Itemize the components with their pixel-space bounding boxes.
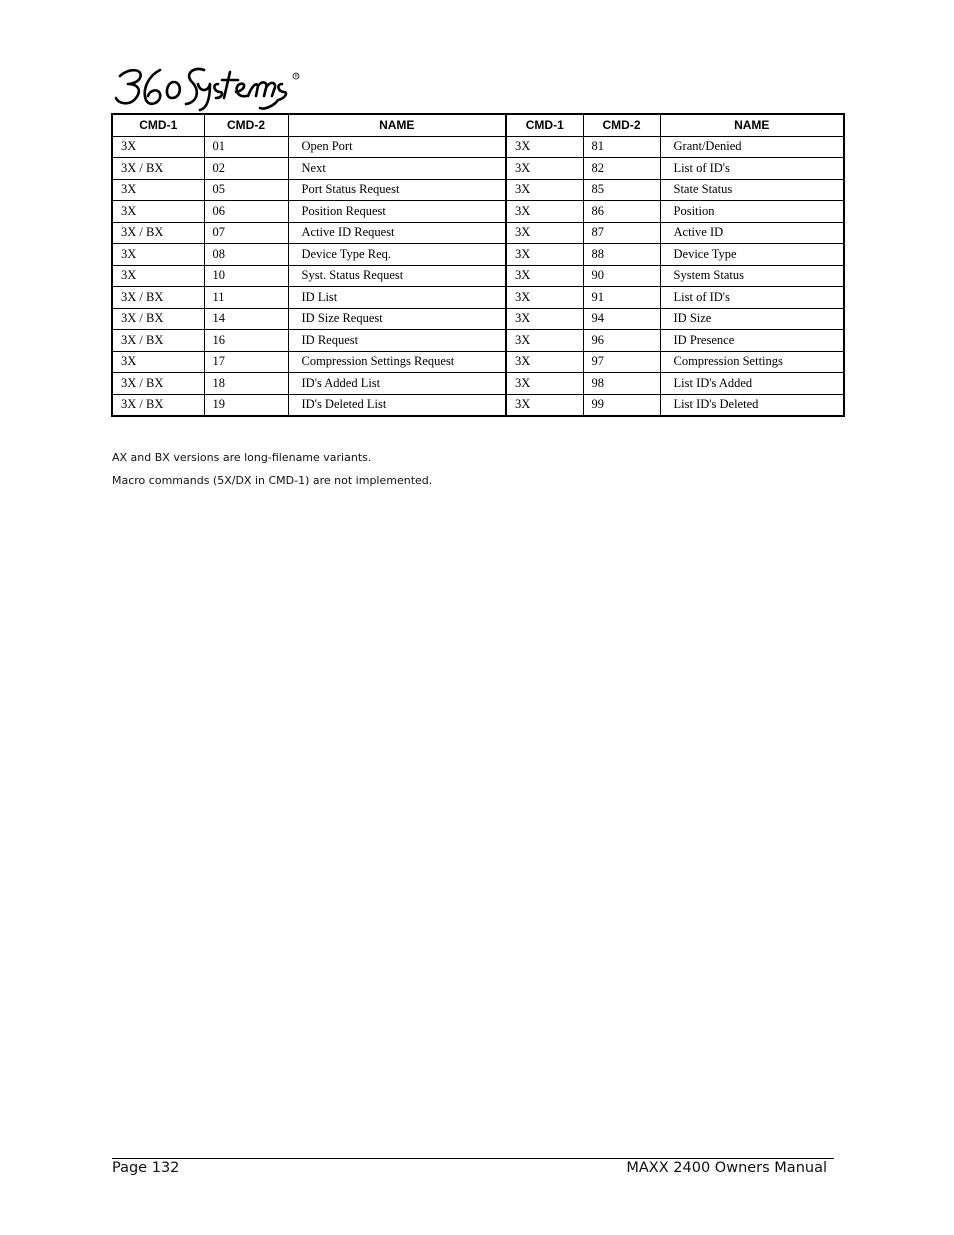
cell-cmd1-left: 3X / BX (112, 308, 204, 330)
cell-cmd1-left: 3X (112, 265, 204, 287)
cell-cmd1-right: 3X (506, 287, 583, 309)
table-header-row (112, 114, 844, 136)
cell-name-right: List of ID's (660, 158, 844, 180)
command-table (111, 113, 845, 417)
cell-cmd1-left: 3X / BX (112, 222, 204, 244)
cell-cmd2-left: 16 (204, 330, 288, 352)
note-long-filename: AX and BX versions are long-filename variants. (112, 451, 372, 464)
table-row (112, 394, 844, 416)
cell-cmd2-right: 86 (583, 201, 660, 223)
cell-cmd1-right: 3X (506, 373, 583, 395)
cell-name-right: Device Type (660, 244, 844, 266)
table-row (112, 308, 844, 330)
cell-name-left: ID Request (288, 330, 506, 352)
cell-name-right: ID Presence (660, 330, 844, 352)
cell-cmd2-right: 85 (583, 179, 660, 201)
header-name-right: NAME (660, 114, 844, 136)
cell-cmd2-left: 10 (204, 265, 288, 287)
cell-cmd2-right: 99 (583, 394, 660, 416)
cell-cmd1-left: 3X (112, 244, 204, 266)
cell-name-right: List ID's Deleted (660, 394, 844, 416)
table-row (112, 265, 844, 287)
table-body (112, 136, 844, 416)
table-row (112, 158, 844, 180)
table-row (112, 373, 844, 395)
manual-title: MAXX 2400 Owners Manual (626, 1160, 827, 1176)
cell-name-right: List of ID's (660, 287, 844, 309)
cell-cmd2-left: 02 (204, 158, 288, 180)
cell-name-left: Device Type Req. (288, 244, 506, 266)
cell-cmd1-right: 3X (506, 308, 583, 330)
cell-name-left: Syst. Status Request (288, 265, 506, 287)
cell-cmd1-left: 3X (112, 201, 204, 223)
cell-name-left: ID's Deleted List (288, 394, 506, 416)
cell-cmd1-right: 3X (506, 351, 583, 373)
cell-cmd2-left: 19 (204, 394, 288, 416)
cell-cmd2-left: 11 (204, 287, 288, 309)
cell-name-left: ID Size Request (288, 308, 506, 330)
cell-cmd1-left: 3X (112, 179, 204, 201)
header-cmd2-right: CMD-2 (583, 114, 660, 136)
cell-name-left: Next (288, 158, 506, 180)
cell-cmd2-right: 94 (583, 308, 660, 330)
footer-divider (112, 1158, 834, 1159)
table-row (112, 351, 844, 373)
cell-cmd1-left: 3X (112, 351, 204, 373)
page-number: Page 132 (112, 1160, 180, 1176)
cell-name-right: System Status (660, 265, 844, 287)
cell-cmd1-right: 3X (506, 330, 583, 352)
cell-cmd2-right: 97 (583, 351, 660, 373)
cell-cmd1-left: 3X / BX (112, 158, 204, 180)
cell-cmd2-left: 14 (204, 308, 288, 330)
cell-cmd1-right: 3X (506, 265, 583, 287)
cell-name-left: Open Port (288, 136, 506, 158)
cell-cmd2-right: 87 (583, 222, 660, 244)
cell-cmd2-left: 07 (204, 222, 288, 244)
cell-name-right: State Status (660, 179, 844, 201)
cell-cmd2-left: 01 (204, 136, 288, 158)
cell-name-left: ID List (288, 287, 506, 309)
table-row (112, 244, 844, 266)
cell-cmd2-right: 82 (583, 158, 660, 180)
cell-name-left: Port Status Request (288, 179, 506, 201)
cell-name-left: ID's Added List (288, 373, 506, 395)
logo-mark (112, 62, 312, 112)
cell-name-right: Position (660, 201, 844, 223)
header-cmd1-left: CMD-1 (112, 114, 204, 136)
cell-cmd2-right: 91 (583, 287, 660, 309)
cell-name-right: ID Size (660, 308, 844, 330)
cell-cmd2-right: 90 (583, 265, 660, 287)
cell-cmd2-right: 81 (583, 136, 660, 158)
cell-cmd2-left: 05 (204, 179, 288, 201)
table-row (112, 136, 844, 158)
table-row (112, 201, 844, 223)
header-name-left: NAME (288, 114, 506, 136)
header-cmd2-left: CMD-2 (204, 114, 288, 136)
cell-name-left: Compression Settings Request (288, 351, 506, 373)
cell-cmd2-left: 06 (204, 201, 288, 223)
cell-cmd2-left: 08 (204, 244, 288, 266)
cell-cmd1-right: 3X (506, 244, 583, 266)
cell-cmd1-right: 3X (506, 394, 583, 416)
cell-name-right: List ID's Added (660, 373, 844, 395)
svg-text:R: R (294, 73, 298, 79)
cell-cmd2-right: 96 (583, 330, 660, 352)
cell-cmd1-left: 3X / BX (112, 330, 204, 352)
header-cmd1-right: CMD-1 (506, 114, 583, 136)
note-macro-commands: Macro commands (5X/DX in CMD-1) are not implemented. (112, 474, 433, 487)
cell-cmd1-left: 3X / BX (112, 394, 204, 416)
table-row (112, 222, 844, 244)
cell-cmd1-right: 3X (506, 179, 583, 201)
cell-cmd2-left: 18 (204, 373, 288, 395)
cell-cmd1-right: 3X (506, 201, 583, 223)
company-logo (112, 62, 312, 112)
cell-cmd2-left: 17 (204, 351, 288, 373)
cell-name-right: Grant/Denied (660, 136, 844, 158)
cell-cmd2-right: 88 (583, 244, 660, 266)
cell-cmd2-right: 98 (583, 373, 660, 395)
cell-name-right: Compression Settings (660, 351, 844, 373)
cell-cmd1-left: 3X / BX (112, 373, 204, 395)
cell-cmd1-right: 3X (506, 136, 583, 158)
cell-name-left: Position Request (288, 201, 506, 223)
cell-cmd1-left: 3X / BX (112, 287, 204, 309)
cell-cmd1-right: 3X (506, 158, 583, 180)
cell-cmd1-right: 3X (506, 222, 583, 244)
cell-name-right: Active ID (660, 222, 844, 244)
table-row (112, 287, 844, 309)
table-row (112, 179, 844, 201)
cell-name-left: Active ID Request (288, 222, 506, 244)
table-row (112, 330, 844, 352)
cell-cmd1-left: 3X (112, 136, 204, 158)
